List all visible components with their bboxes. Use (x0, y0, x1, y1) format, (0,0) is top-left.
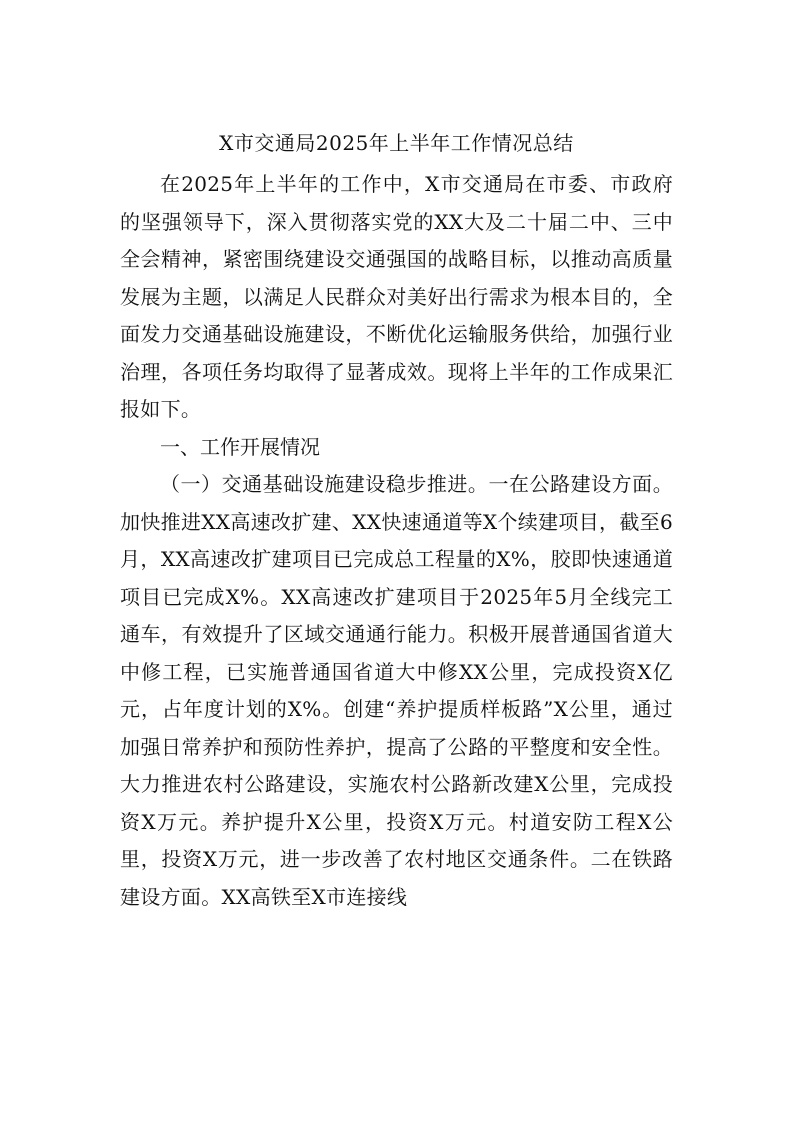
intro-paragraph: 在2025年上半年的工作中，X市交通局在市委、市政府的坚强领导下，深入贯彻落实党的XX大及二十届二中、三中全会精神，紧密围绕建设交通强国的战略目标，以推动高质量发展为主题，以满足人民群众对美好出行需求为根本目的，全面发力交通基础设施建设，不断优化运输服务供给，加强行业治理，各项任务均取得了显著成效。现将上半年的工作成果汇报如下。 (120, 172, 673, 421)
document-body (120, 166, 673, 916)
section-paragraph: （一）交通基础设施建设稳步推进。一在公路建设方面。加快推进XX高速改扩建、XX快速通道等X个续建项目，截至6月，XX高速改扩建项目已完成总工程量的X%，胶即快速通道项目已完成X%。XX高速改扩建项目于2025年5月全线完工通车，有效提升了区域交通通行能力。积极开展普通国省道大中修工程，已实施普通国省道大中修XX公里，完成投资X亿元，占年度计划的X%。创建“养护提质样板路”X公里，通过加强日常养护和预防性养护，提高了公路的平整度和安全性。大力推进农村公路建设，实施农村公路新改建X公里，完成投资X万元。养护提升X公里，投资X万元。村道安防工程X公里，投资X万元，进一步改善了农村地区交通条件。二在铁路建设方面。XX高铁至X市连接线 (120, 472, 673, 909)
document-title: X市交通局2025年上半年工作情况总结 (219, 131, 574, 155)
section-heading: 一、工作开展情况 (160, 434, 320, 459)
